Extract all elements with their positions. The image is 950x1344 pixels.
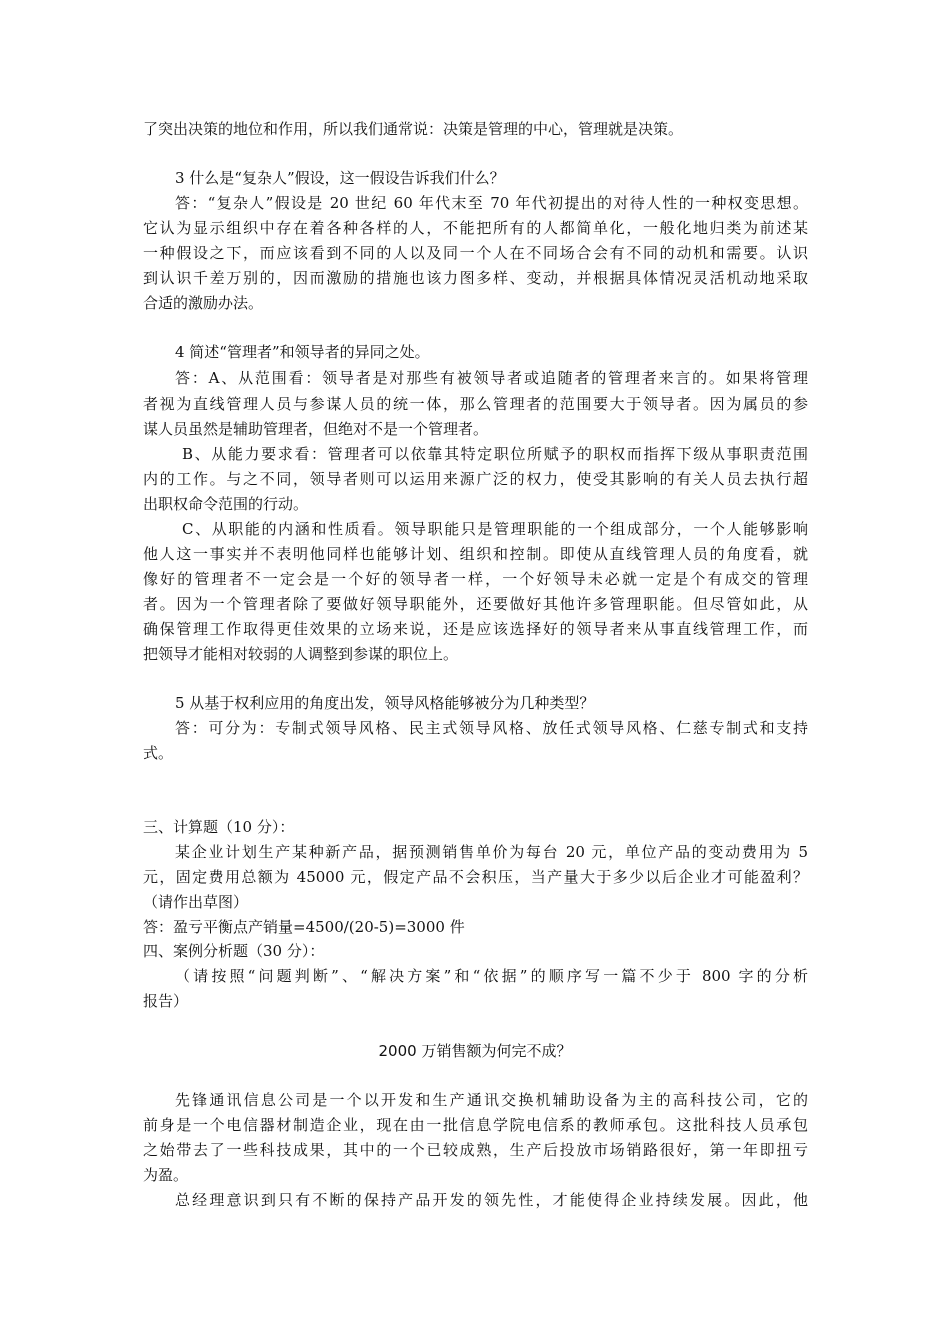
- case-title: 2000 万销售额为何完不成？: [378, 1042, 572, 1060]
- question-5: 5 从基于权利应用的角度出发，领导风格能够被分为几种类型？: [175, 694, 595, 712]
- answer-line: 像好的管理者不一定会是一个好的领导者一样，一个好领导未必就一定是个有成交的管理: [143, 570, 808, 588]
- question-3: 3 什么是“复杂人”假设，这一假设告诉我们什么？: [175, 169, 505, 187]
- answer-line: 合适的激励办法。: [143, 294, 264, 312]
- problem-line: 某企业计划生产某种新产品，据预测销售单价为每台 20 元，单位产品的变动费用为 5: [175, 843, 808, 861]
- answer-line: 一种假设之下，而应该看到不同的人以及同一个人在不同场合会有不同的动机和需要。认识: [143, 244, 808, 262]
- case-paragraph-line: 为盈。: [143, 1166, 189, 1184]
- problem-line: 元，固定费用总额为 45000 元，假定产品不会积压，当产量大于多少以后企业才可能盈利？: [143, 868, 808, 886]
- answer-line: C、从职能的内涵和性质看。领导职能只是管理职能的一个组成部分，一个人能够影响: [182, 520, 808, 538]
- answer-line: 它认为显示组织中存在着各种各样的人，不能把所有的人都简单化，一般化地归类为前述某: [143, 219, 808, 237]
- case-paragraph-line: 先锋通讯信息公司是一个以开发和生产通讯交换机辅助设备为主的高科技公司，它的: [175, 1091, 808, 1109]
- answer-line: 他人这一事实并不表明他同样也能够计划、组织和控制。即使从直线管理人员的角度看，就: [143, 545, 808, 563]
- section-3-heading: 三、计算题（10 分）：: [143, 818, 295, 836]
- answer-line: 式。: [143, 744, 174, 762]
- answer-line: 谋人员虽然是辅助管理者，但绝对不是一个管理者。: [143, 420, 489, 438]
- answer-line: 把领导才能相对较弱的人调整到参谋的职位上。: [143, 645, 459, 663]
- instruction-line: 报告）: [143, 992, 189, 1010]
- answer-line: 到认识千差万别的，因而激励的措施也该力图多样、变动，并根据具体情况灵活机动地采取: [143, 269, 808, 287]
- answer-line: 出职权命令范围的行动。: [143, 495, 309, 513]
- case-paragraph-line: 之始带去了一些科技成果，其中的一个已较成熟，生产后投放市场销路很好，第一年即扭亏: [143, 1141, 808, 1159]
- instruction-line: （请按照“问题判断”、“解决方案”和“依据”的顺序写一篇不少于 800 字的分析: [175, 967, 808, 985]
- section-4-heading: 四、案例分析题（30 分）：: [143, 942, 325, 960]
- answer-line: 答：A、从范围看：领导者是对那些有被领导者或追随者的管理者来言的。如果将管理: [175, 369, 808, 387]
- question-4: 4 简述“管理者”和领导者的异同之处。: [175, 343, 430, 361]
- answer-line: B、从能力要求看：管理者可以依靠其特定职位所赋予的职权而指挥下级从事职责范围: [182, 445, 808, 463]
- answer-line: 答：可分为：专制式领导风格、民主式领导风格、放任式领导风格、仁慈专制式和支持: [175, 719, 808, 737]
- answer-line: 者视为直线管理人员与参谋人员的统一体，那么管理者的范围要大于领导者。因为属员的参: [143, 395, 808, 413]
- calculation-answer: 答：盈亏平衡点产销量=4500/(20-5)=3000 件: [143, 918, 465, 936]
- case-paragraph-line: 前身是一个电信器材制造企业，现在由一批信息学院电信系的教师承包。这批科技人员承包: [143, 1116, 808, 1134]
- answer-line: 者。因为一个管理者除了要做好领导职能外，还要做好其他许多管理职能。但尽管如此，从: [143, 595, 808, 613]
- text-line: 了突出决策的地位和作用，所以我们通常说：决策是管理的中心，管理就是决策。: [143, 120, 684, 138]
- problem-line: （请作出草图）: [143, 893, 249, 911]
- answer-line: 内的工作。与之不同，领导者则可以运用来源广泛的权力，使受其影响的有关人员去执行超: [143, 470, 808, 488]
- answer-line: 答：“复杂人”假设是 20 世纪 60 年代末至 70 年代初提出的对待人性的一种权变思想。: [175, 194, 808, 212]
- case-paragraph-line: 总经理意识到只有不断的保持产品开发的领先性，才能使得企业持续发展。因此，他: [175, 1191, 808, 1209]
- answer-line: 确保管理工作取得更佳效果的立场来说，还是应该选择好的领导者来从事直线管理工作，而: [143, 620, 808, 638]
